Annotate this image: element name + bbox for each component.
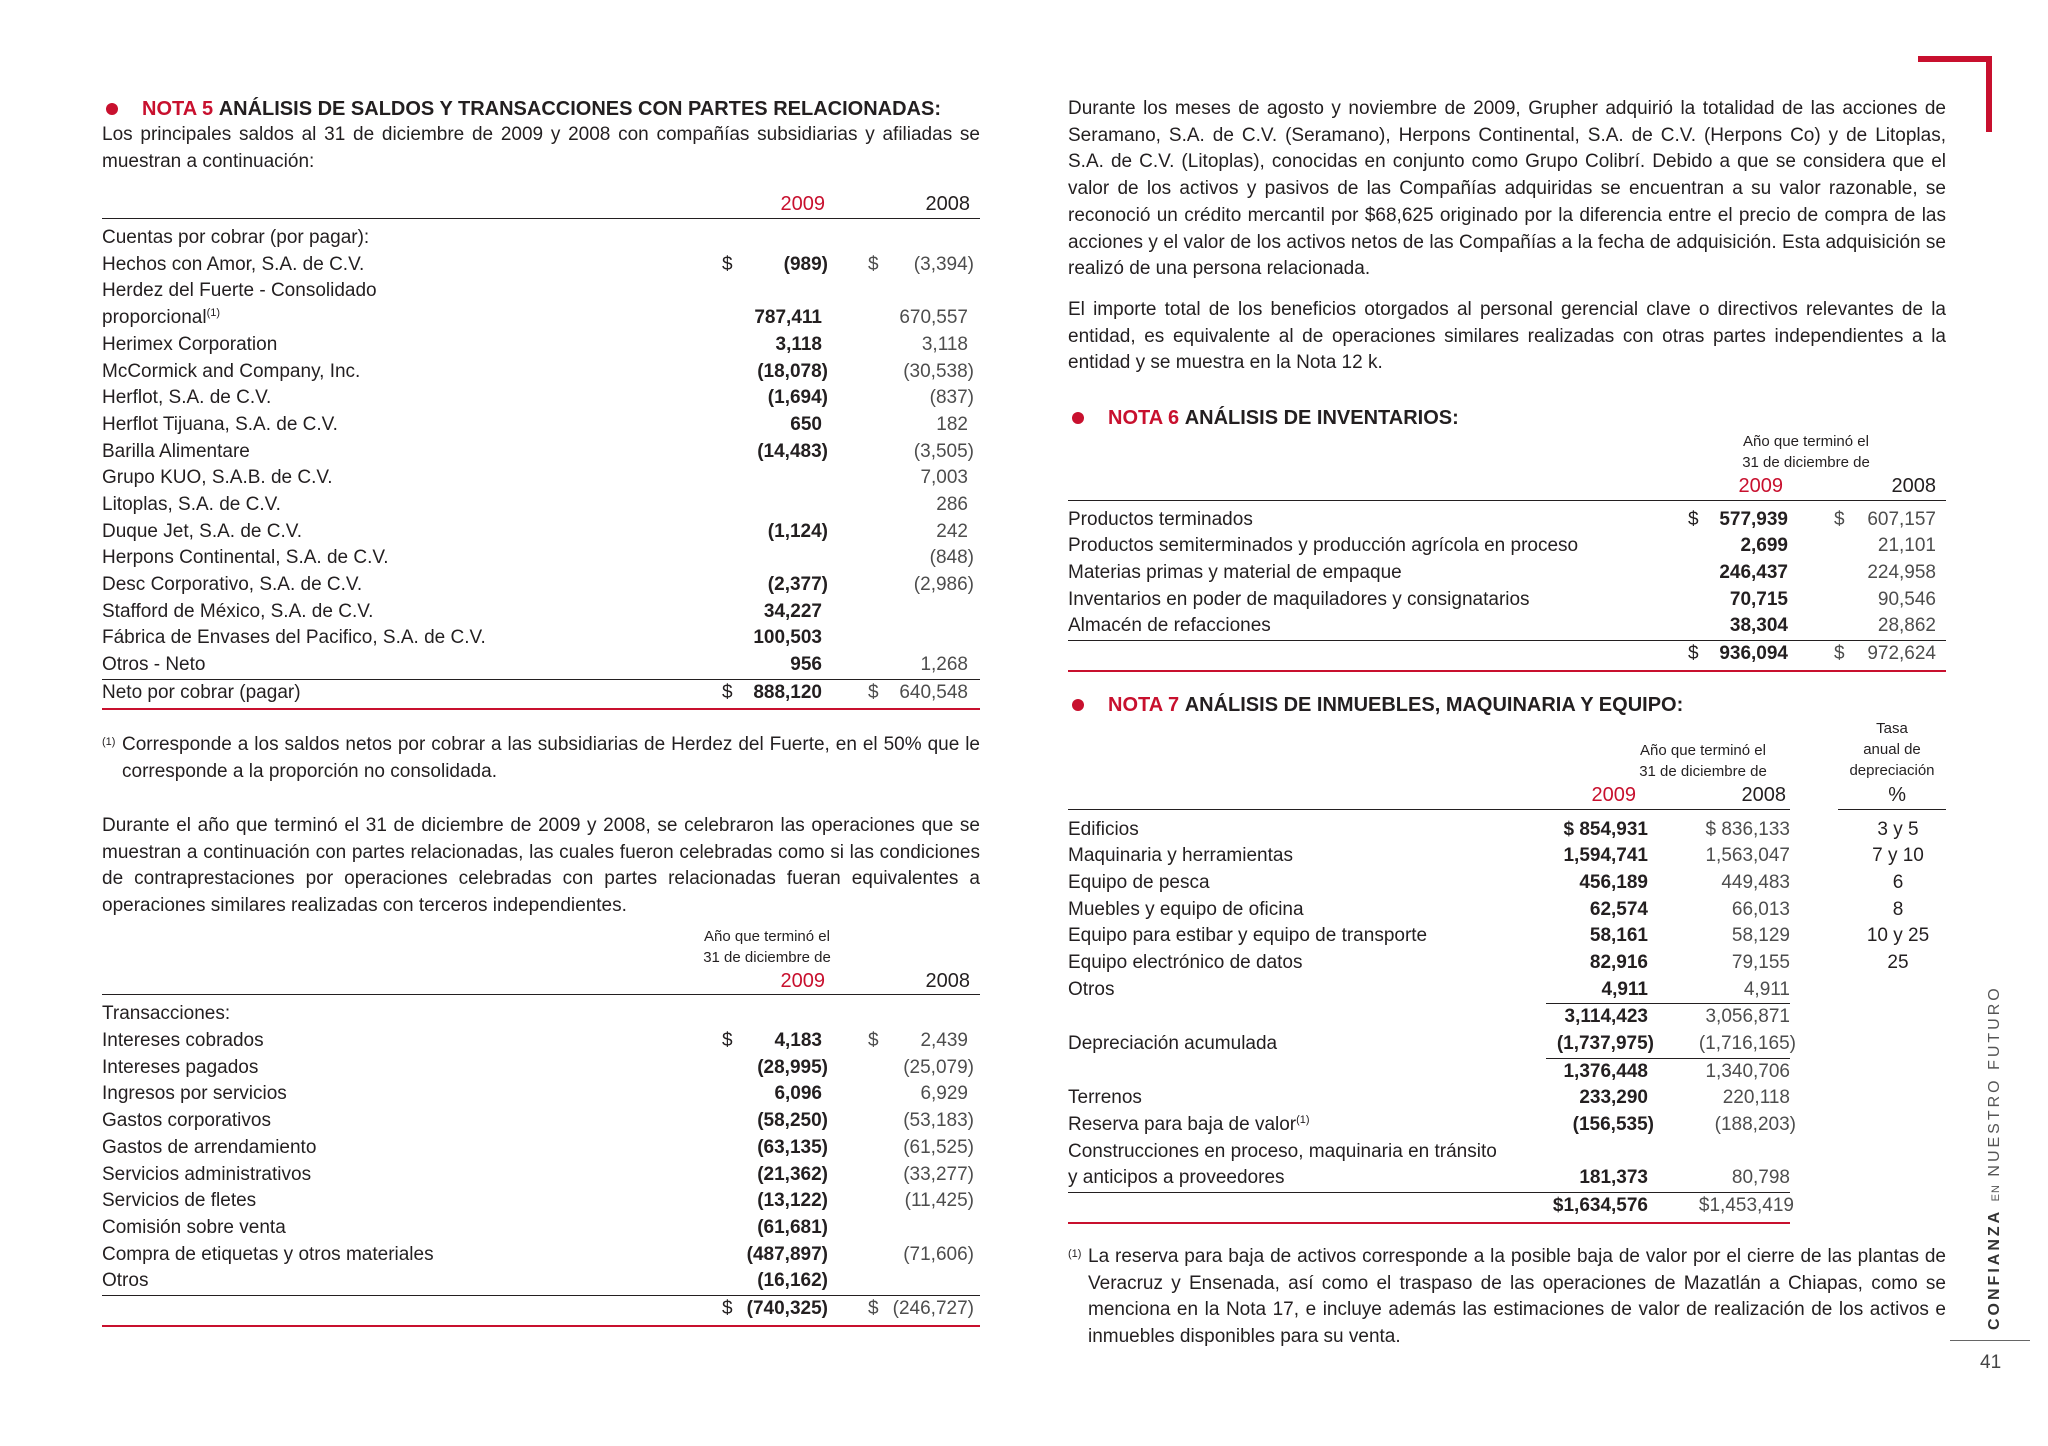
value-2008: 224,958 xyxy=(1867,562,1936,584)
transacciones-header-rule xyxy=(102,994,980,995)
row-label: Intereses pagados xyxy=(102,1056,259,1078)
transaccion-row xyxy=(102,1135,980,1162)
value-2008: (11,425) xyxy=(904,1190,974,1212)
nota6-heading: NOTA 6 ANÁLISIS DE INVENTARIOS: xyxy=(1068,405,1946,431)
value-2009: (487,897) xyxy=(746,1243,828,1265)
row-label: Productos semiterminados y producción agrícola en proceso xyxy=(1068,535,1579,557)
activo-row xyxy=(1068,977,1946,1004)
nota5-heading xyxy=(102,96,980,122)
row-label: Herflot, S.A. de C.V. xyxy=(102,387,272,409)
footnote-mark: (1) xyxy=(1068,1247,1082,1260)
row-label: Otros - Neto xyxy=(102,654,206,676)
construcciones-line1: Construcciones en proceso, maquinaria en tránsito xyxy=(1068,1140,1497,1162)
value-2009: 100,503 xyxy=(753,627,822,649)
value-2009: (18,078) xyxy=(757,360,828,382)
saldos-row xyxy=(102,519,980,546)
value-2008: 28,862 xyxy=(1877,615,1936,637)
value-2009: 456,189 xyxy=(1579,871,1648,893)
inventario-row xyxy=(1068,560,1946,587)
value-2008: 1,563,047 xyxy=(1705,845,1790,867)
value-2008: 79,155 xyxy=(1731,951,1790,973)
nota7-heading: NOTA 7 ANÁLISIS DE INMUEBLES, MAQUINARIA Y EQUIPO: xyxy=(1068,692,1946,718)
value-2009: (58,250) xyxy=(757,1110,828,1132)
sidebar-divider xyxy=(1950,1340,2030,1341)
value-2009: (1,124) xyxy=(767,520,828,542)
inventarios-hdr: Año que terminó el 31 de diciembre de xyxy=(1742,433,1870,472)
value-2009: 3,118 xyxy=(775,333,822,355)
row-label: Otros xyxy=(102,1270,149,1292)
row-label: Servicios administrativos xyxy=(102,1163,312,1185)
value-2008: (837) xyxy=(929,387,974,409)
saldos-table xyxy=(102,191,980,710)
value-2009: (2,377) xyxy=(767,574,828,596)
value-2009: 956 xyxy=(790,654,822,676)
value-2009: (13,122) xyxy=(757,1190,828,1212)
inventarios-bottom-rule xyxy=(1068,670,1946,672)
subtotal2-row: 1,376,448 1,340,706 xyxy=(1563,1060,1790,1082)
value-2009: (16,162) xyxy=(757,1270,828,1292)
saldos-row xyxy=(102,599,980,626)
value-2009: 70,715 xyxy=(1729,588,1788,610)
depreciation-rate: 6 xyxy=(1892,871,1904,893)
nota7-footnote: (1) La reserva para baja de activos corresponde a la posible baja de valor por el cierre de las plantas de Veracruz y Ensenada, así como el traspaso de las operaciones de Mazatlán a Chiapas, como se menciona en la Nota 17, e incluye además las estimaciones de valor de realización de los activos e inmuebles disponibles para su venta. xyxy=(1068,1244,1946,1351)
value-2008: 3,118 xyxy=(921,333,968,355)
row-label: Otros xyxy=(1068,978,1115,1000)
depreciation-rate: 7 y 10 xyxy=(1872,845,1924,867)
value-2008: (30,538) xyxy=(903,360,974,382)
saldos-row xyxy=(102,252,980,279)
transacciones-header-row: 2009 2008 xyxy=(780,969,970,992)
row-label: Herdez del Fuerte - Consolidado xyxy=(102,280,377,302)
transaccion-row xyxy=(102,1268,980,1295)
value-2008: 607,157 xyxy=(1867,508,1936,530)
saldos-row xyxy=(102,625,980,652)
value-2008: (3,394) xyxy=(913,253,974,275)
value-2009: 6,096 xyxy=(774,1083,822,1105)
value-2008: 66,013 xyxy=(1731,898,1790,920)
activo-row xyxy=(1068,817,1946,844)
value-2008: (3,505) xyxy=(913,440,974,462)
inventarios-table xyxy=(1068,431,1946,672)
row-label: Edificios xyxy=(1068,818,1139,840)
value-2009: 2,699 xyxy=(1740,535,1788,557)
saldos-row xyxy=(102,545,980,572)
reserva-row: Reserva para baja de valor$^{(1)}$ (156,535) (188,203) xyxy=(1068,1114,1796,1136)
depreciation-rate: 8 xyxy=(1892,898,1904,920)
depreciacion-row: Depreciación acumulada (1,737,975) (1,716,165) xyxy=(1068,1033,1796,1055)
value-2009: (61,681) xyxy=(757,1216,828,1238)
inmuebles-header-row: 2009 2008 % xyxy=(1591,783,1906,806)
inventario-row xyxy=(1068,507,1946,534)
inmuebles-total-row: $1,634,576 $1,453,419 xyxy=(1552,1195,1794,1217)
row-label: Stafford de México, S.A. de C.V. xyxy=(102,600,374,622)
currency-sign: $ xyxy=(1688,508,1699,530)
value-2008: 286 xyxy=(936,493,968,515)
bullet-icon xyxy=(1072,412,1084,424)
transacciones-table xyxy=(102,926,980,1327)
row-label: Gastos de arrendamiento xyxy=(102,1136,317,1158)
row-label: Herflot Tijuana, S.A. de C.V. xyxy=(102,413,338,435)
value-2009: 650 xyxy=(790,413,822,435)
value-2008: (848) xyxy=(929,547,974,569)
right-column xyxy=(1068,96,1946,1351)
row-label: Intereses cobrados xyxy=(102,1030,264,1052)
row-label: Muebles y equipo de oficina xyxy=(1068,898,1304,920)
value-2009: 4,911 xyxy=(1601,978,1648,1000)
value-2009: 62,574 xyxy=(1589,898,1648,920)
terrenos-row: Terrenos 233,290 220,118 xyxy=(1068,1087,1790,1109)
nota5-title: ANÁLISIS DE SALDOS Y TRANSACCIONES CON PARTES RELACIONADAS: xyxy=(218,98,941,120)
row-label: Litoplas, S.A. de C.V. xyxy=(102,493,281,515)
bullet-icon xyxy=(106,103,118,115)
inventario-row xyxy=(1068,613,1946,640)
row-label: Desc Corporativo, S.A. de C.V. xyxy=(102,574,363,596)
value-2008: 7,003 xyxy=(920,467,968,489)
saldos-row xyxy=(102,492,980,519)
bullet-icon xyxy=(1072,699,1084,711)
row-label: Productos terminados xyxy=(1068,508,1253,530)
nota5-para2: Durante el año que terminó el 31 de diciembre de 2009 y 2008, se celebraron las operaciones que se muestran a continuación con partes relacionadas, las cuales fueron celebradas como si las condiciones de contraprestaciones por operaciones celebradas con partes relacionadas fueran equivalentes a operaciones similares realizadas con terceros independientes. xyxy=(102,814,980,916)
row-label: Compra de etiquetas y otros materiales xyxy=(102,1243,434,1265)
row-label: Comisión sobre venta xyxy=(102,1216,286,1238)
transacciones-total-row: $ (740,325) $ (246,727) xyxy=(722,1297,974,1319)
row-label: McCormick and Company, Inc. xyxy=(102,360,361,382)
transaccion-row xyxy=(102,1028,980,1055)
nota5-footnote: (1) Corresponde a los saldos netos por cobrar a las subsidiarias de Herdez del Fuerte, en el 50% que le corresponde a la proporción no consolidada. xyxy=(102,732,980,785)
row-label: Hechos con Amor, S.A. de C.V. xyxy=(102,253,365,275)
value-2009: (28,995) xyxy=(757,1056,828,1078)
value-2008: (53,183) xyxy=(903,1110,974,1132)
saldos-total-row: Neto por cobrar (pagar) $ 888,120 $ 640,548 xyxy=(102,681,968,703)
saldos-row xyxy=(102,439,980,466)
row-label: Grupo KUO, S.A.B. de C.V. xyxy=(102,467,333,489)
saldos-heading: Cuentas por cobrar (por pagar): xyxy=(102,227,370,249)
value-2009: 82,916 xyxy=(1589,951,1648,973)
activo-row xyxy=(1068,923,1946,950)
row-label: Inventarios en poder de maquiladores y consignatarios xyxy=(1068,588,1530,610)
value-2009: (63,135) xyxy=(757,1136,828,1158)
sidebar-slogan: CONFIANZA EN NUESTRO FUTURO xyxy=(1986,985,2003,1330)
transaccion-row xyxy=(102,1242,980,1269)
footnote-mark: (1) xyxy=(102,736,116,749)
inventario-row xyxy=(1068,587,1946,614)
transaccion-row xyxy=(102,1108,980,1135)
value-2008: 4,911 xyxy=(1743,978,1790,1000)
subtotal1-row: 3,114,423 3,056,871 xyxy=(1564,1006,1790,1028)
saldos-row xyxy=(102,652,980,679)
row-label: proporcional$^{(1)}$ xyxy=(102,307,221,329)
value-2008: 670,557 xyxy=(899,307,968,329)
value-2009: (21,362) xyxy=(757,1163,828,1185)
value-2008: 6,929 xyxy=(920,1083,968,1105)
depreciation-rate: 10 y 25 xyxy=(1866,925,1930,947)
value-2008: (71,606) xyxy=(903,1243,974,1265)
value-2009: $ 854,931 xyxy=(1563,818,1648,840)
value-2008: 2,439 xyxy=(920,1030,968,1052)
construcciones-row: y anticipos a proveedores 181,373 80,798 xyxy=(1068,1167,1790,1189)
left-column xyxy=(102,96,980,1327)
saldos-header-row xyxy=(102,191,980,218)
value-2008: 21,101 xyxy=(1877,535,1936,557)
right-para2: El importe total de los beneficios otorgados al personal gerencial clave o directivos relevantes de la entidad, es equivalente al de operaciones similares realizadas con otras partes independientes a la entidad y se muestra en la Nota 12 k. xyxy=(1068,298,1946,374)
value-2009: 4,183 xyxy=(774,1030,822,1052)
transacciones-heading: Transacciones: xyxy=(102,1003,231,1025)
value-2009: 1,594,741 xyxy=(1563,845,1648,867)
transacciones-bottom-rule xyxy=(102,1325,980,1327)
saldos-row xyxy=(102,572,980,599)
transaccion-row xyxy=(102,1055,980,1082)
inmuebles-table xyxy=(1068,718,1946,1224)
row-label: Equipo electrónico de datos xyxy=(1068,951,1303,973)
saldos-row xyxy=(102,465,980,492)
row-label: Gastos corporativos xyxy=(102,1110,271,1132)
transaccion-row xyxy=(102,1215,980,1242)
row-label: Maquinaria y herramientas xyxy=(1068,845,1293,867)
activo-row xyxy=(1068,897,1946,924)
value-2009: 787,411 xyxy=(754,307,822,329)
currency-sign: $ xyxy=(868,253,879,275)
saldos-row xyxy=(102,278,980,305)
transaccion-row xyxy=(102,1162,980,1189)
depreciation-rate: 3 y 5 xyxy=(1877,818,1919,840)
value-2008: 182 xyxy=(936,413,968,435)
row-label: Materias primas y material de empaque xyxy=(1068,562,1402,584)
value-2008: $ 836,133 xyxy=(1705,818,1790,840)
value-2009: 34,227 xyxy=(763,600,822,622)
row-label: Almacén de refacciones xyxy=(1068,615,1271,637)
saldos-header-rule xyxy=(102,218,980,219)
activo-row xyxy=(1068,870,1946,897)
depreciation-rate: 25 xyxy=(1887,951,1909,973)
saldos-row xyxy=(102,332,980,359)
row-label: Duque Jet, S.A. de C.V. xyxy=(102,520,302,542)
row-label: Barilla Alimentare xyxy=(102,440,250,462)
nota5-intro: Los principales saldos al 31 de diciembre de 2009 y 2008 con compañías subsidiarias y afiliadas se muestran a continuación: xyxy=(102,124,980,172)
currency-sign: $ xyxy=(1834,508,1845,530)
value-2008: 242 xyxy=(936,520,968,542)
currency-sign: $ xyxy=(868,1030,879,1052)
inventarios-header-row: 2009 2008 xyxy=(1738,475,1936,498)
saldos-row xyxy=(102,412,980,439)
value-2009: 58,161 xyxy=(1589,925,1648,947)
inmuebles-bottom-rule xyxy=(1068,1222,1790,1224)
saldos-row xyxy=(102,305,980,332)
value-2008: 58,129 xyxy=(1731,925,1790,947)
footnote-ref: (1) xyxy=(206,307,221,320)
right-para1: Durante los meses de agosto y noviembre de 2009, Grupher adquirió la totalidad de las acciones de Seramano, S.A. de C.V. (Seramano), Herpons Continental, S.A. de C.V. (Herpons Co) y de Litoplas, S.A. de C.V. (Litoplas), conocidas en conjunto como Grupo Colibrí. Debido a que se considera que el valor de los activos y pasivos de las Compañías adquiridas se encuentran a su valor razonable, se reconoció un crédito mercantil por $68,625 originado por la diferencia entre el precio de compra de las acciones y el valor de los activos netos de las Compañías a la fecha de adquisición. Esta adquisición se realizó de una persona relacionada. xyxy=(1068,98,1946,280)
row-label: Herimex Corporation xyxy=(102,333,278,355)
inventarios-total-row: $ 936,094 $ 972,624 xyxy=(1688,643,1936,665)
transaccion-row xyxy=(102,1188,980,1215)
saldos-col-2008: 2008 xyxy=(925,193,970,216)
saldos-col-2009: 2009 xyxy=(780,193,825,216)
inventario-row xyxy=(1068,533,1946,560)
value-2008: 90,546 xyxy=(1877,588,1936,610)
value-2008: 1,268 xyxy=(920,654,968,676)
value-2009: 38,304 xyxy=(1729,615,1788,637)
value-2008: (61,525) xyxy=(903,1136,974,1158)
row-label: Herpons Continental, S.A. de C.V. xyxy=(102,547,389,569)
value-2009: (14,483) xyxy=(757,440,828,462)
row-label: Ingresos por servicios xyxy=(102,1083,287,1105)
saldos-row xyxy=(102,359,980,386)
value-2008: 449,483 xyxy=(1721,871,1790,893)
currency-sign: $ xyxy=(722,1030,733,1052)
saldos-row xyxy=(102,385,980,412)
nota5-number: NOTA 5 xyxy=(142,98,214,120)
value-2008: (25,079) xyxy=(903,1056,974,1078)
transacciones-hdr: Año que terminó el 31 de diciembre de xyxy=(703,927,831,966)
row-label: Fábrica de Envases del Pacifico, S.A. de C.V. xyxy=(102,627,486,649)
row-label: Equipo de pesca xyxy=(1068,871,1210,893)
row-label: Servicios de fletes xyxy=(102,1190,257,1212)
value-2009: 577,939 xyxy=(1719,508,1788,530)
saldos-bottom-rule xyxy=(102,708,980,710)
activo-row xyxy=(1068,843,1946,870)
value-2009: (1,694) xyxy=(767,387,828,409)
inmuebles-hdr: Año que terminó el 31 de diciembre de Tasa anual de depreciación xyxy=(1639,719,1935,780)
value-2009: 246,437 xyxy=(1719,562,1788,584)
currency-sign: $ xyxy=(722,253,733,275)
transaccion-row xyxy=(102,1081,980,1108)
page-number: 41 xyxy=(1980,1352,2002,1373)
value-2008: (33,277) xyxy=(903,1163,974,1185)
activo-row xyxy=(1068,950,1946,977)
value-2008: (2,986) xyxy=(913,574,974,596)
row-label: Equipo para estibar y equipo de transporte xyxy=(1068,925,1428,947)
value-2009: (989) xyxy=(783,253,828,275)
